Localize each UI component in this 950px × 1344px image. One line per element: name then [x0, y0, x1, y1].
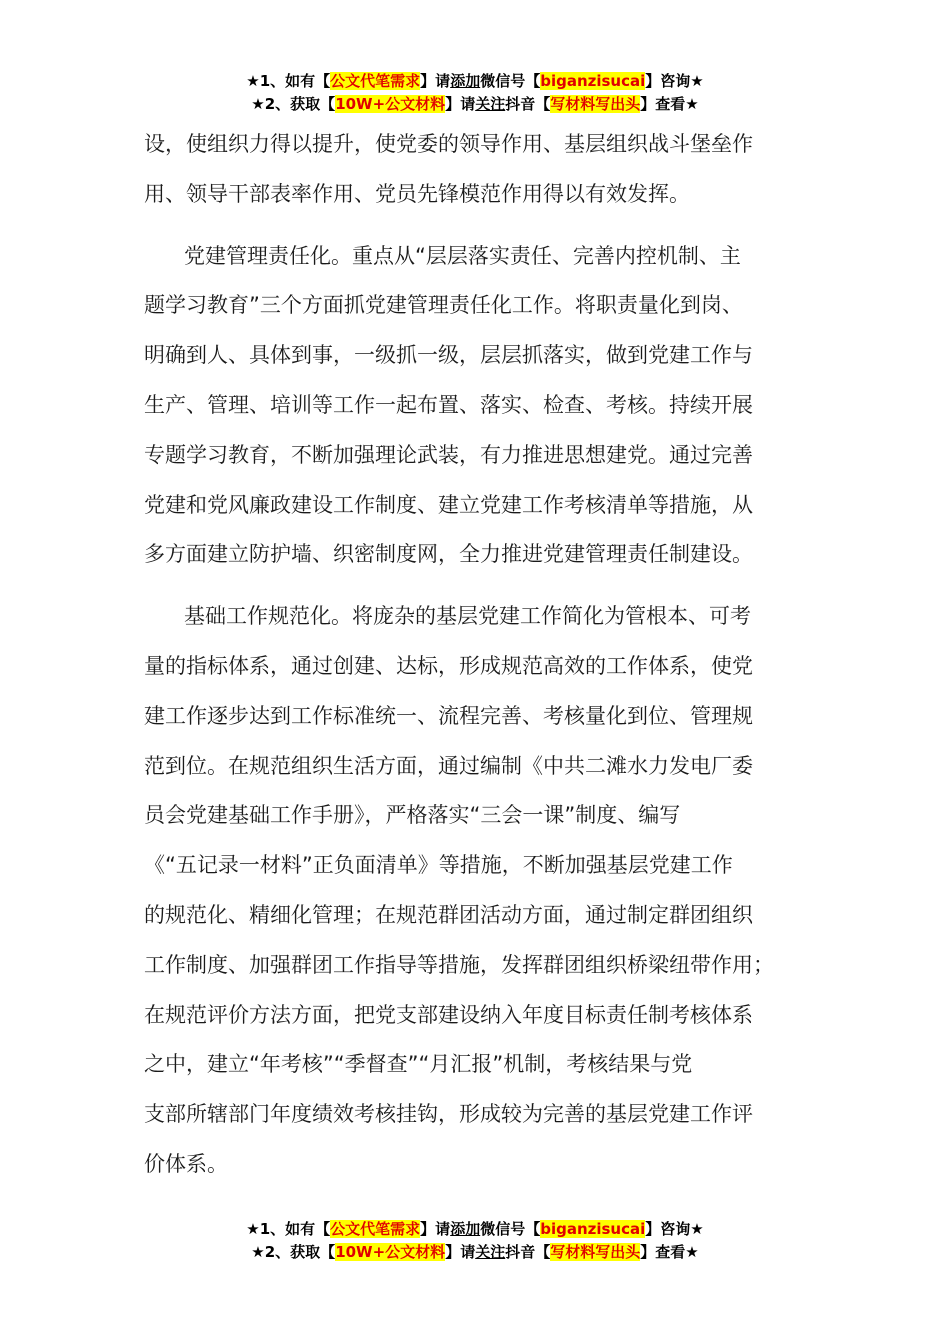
highlight-douyin-account: 写材料写出头: [550, 95, 641, 113]
highlight-service: 公文代笔需求: [330, 1220, 421, 1238]
paragraph-responsibility: [144, 232, 834, 581]
text-line: 题学习教育”三个方面抓党建管理责任化工作。将职责量化到岗、: [144, 293, 743, 318]
text-line: 之中，建立“年考核”“季督查”“月汇报”机制，考核结果与党: [144, 1052, 693, 1077]
text-line: 建工作逐步达到工作标准统一、流程完善、考核量化到位、管理规: [144, 703, 753, 728]
banner-line-2: [0, 93, 950, 116]
text-line: 设，使组织力得以提升，使党委的领导作用、基层组织战斗堡垒作: [144, 132, 753, 156]
text-line: 范到位。在规范组织生活方面，通过编制《中共二滩水力发电厂委: [144, 753, 753, 778]
banner-text: 微信号【: [480, 72, 541, 90]
text-line: 量的指标体系，通过创建、达标，形成规范高效的工作体系，使党: [144, 653, 753, 678]
banner-text: 】请: [445, 1243, 476, 1261]
highlight-service: 公文代笔需求: [330, 72, 421, 90]
banner-text: 微信号【: [480, 1220, 541, 1238]
banner-line-2: [0, 1241, 950, 1264]
text-line: 基础工作规范化。将庞杂的基层党建工作简化为管根本、可考: [184, 604, 751, 629]
banner-text: 】请: [420, 1220, 451, 1238]
banner-text: 】请: [420, 72, 451, 90]
text-line: 支部所辖部门年度绩效考核挂钩，形成较为完善的基层党建工作评: [144, 1102, 753, 1127]
banner-text: ★1、如有【: [246, 72, 331, 90]
text-line: 党建管理责任化。重点从“层层落实责任、完善内控机制、主: [184, 243, 741, 268]
banner-text: 抖音【: [505, 95, 551, 113]
underlined-text: 关注: [475, 1243, 506, 1261]
underlined-text: 关注: [475, 95, 506, 113]
text-line: 员会党建基础工作手册》，严格落实“三会一课”制度、编写: [144, 803, 681, 828]
text-line: 工作制度、加强群团工作指导等措施，发挥群团组织桥梁纽带作用；: [144, 952, 774, 977]
highlight-douyin-account: 写材料写出头: [550, 1243, 641, 1261]
text-line: 党建和党风廉政建设工作制度、建立党建工作考核清单等措施，从: [144, 492, 753, 517]
highlight-wechat-id: biganzisucai: [540, 72, 646, 90]
banner-text: 】请: [445, 95, 476, 113]
text-line: 的规范化、精细化管理；在规范群团活动方面，通过制定群团组织: [144, 902, 753, 927]
paragraph-continuation: [144, 120, 834, 220]
banner-text: 】查看★: [640, 95, 699, 113]
banner-line-1: [0, 70, 950, 93]
highlight-materials: 10W+公文材料: [335, 1243, 446, 1261]
text-line: 价体系。: [144, 1151, 228, 1176]
footer-banner: [0, 1218, 950, 1264]
text-line: 专题学习教育，不断加强理论武装，有力推进思想建党。通过完善: [144, 442, 753, 467]
highlight-wechat-id: biganzisucai: [540, 1220, 646, 1238]
banner-text: 】查看★: [640, 1243, 699, 1261]
paragraph-standardization: [144, 592, 834, 1190]
text-line: 多方面建立防护墙、织密制度网，全力推进党建管理责任制建设。: [144, 542, 753, 567]
banner-text: 】咨询★: [645, 1220, 704, 1238]
banner-text: ★2、获取【: [251, 95, 336, 113]
underlined-text: 添加: [450, 1220, 481, 1238]
banner-text: 】咨询★: [645, 72, 704, 90]
banner-text: 抖音【: [505, 1243, 551, 1261]
text-line: 《“五记录一材料”正负面清单》等措施，不断加强基层党建工作: [144, 853, 733, 878]
header-banner: [0, 70, 950, 116]
highlight-materials: 10W+公文材料: [335, 95, 446, 113]
banner-line-1: [0, 1218, 950, 1241]
text-line: 用、领导干部表率作用、党员先锋模范作用得以有效发挥。: [144, 181, 690, 206]
underlined-text: 添加: [450, 72, 481, 90]
banner-text: ★2、获取【: [251, 1243, 336, 1261]
text-line: 明确到人、具体到事，一级抓一级，层层抓落实，做到党建工作与: [144, 343, 753, 368]
document-body: [144, 120, 834, 1202]
text-line: 在规范评价方法方面，把党支部建设纳入年度目标责任制考核体系: [144, 1002, 753, 1027]
banner-text: ★1、如有【: [246, 1220, 331, 1238]
text-line: 生产、管理、培训等工作一起布置、落实、检查、考核。持续开展: [144, 392, 753, 417]
